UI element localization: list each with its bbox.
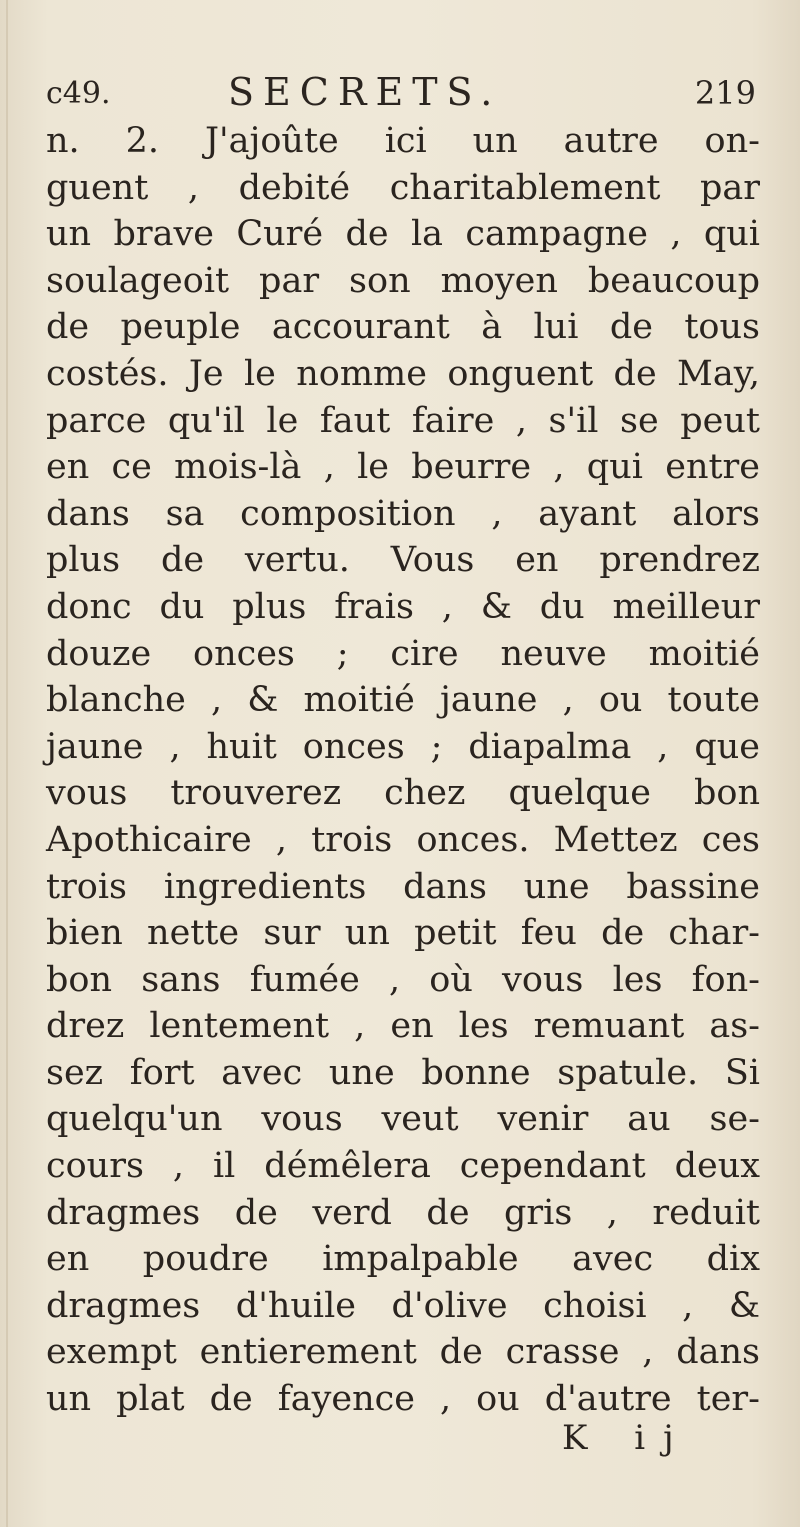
text-line: un brave Curé de la campagne , qui: [46, 214, 760, 255]
text-line: costés. Je le nomme onguent de May,: [46, 353, 760, 394]
text-line: drez lentement , en les remuant as-: [46, 1006, 760, 1047]
text-line: Apothicaire , trois onces. Mettez ces: [46, 819, 760, 860]
section-marker: c49.: [46, 76, 111, 111]
signature-mark: K ij: [562, 1418, 692, 1458]
running-title: SECRETS.: [228, 70, 502, 114]
page-body: [46, 118, 760, 1423]
text-line: sez fort avec une bonne spatule. Si: [46, 1052, 760, 1093]
text-line: quelqu'un vous veut venir au se-: [46, 1099, 760, 1140]
text-line: de peuple accourant à lui de tous: [46, 307, 760, 348]
text-line: plus de vertu. Vous en prendrez: [46, 540, 760, 581]
text-line: jaune , huit onces ; diapalma , que: [46, 726, 760, 767]
text-line: bien nette sur un petit feu de char-: [46, 913, 760, 954]
text-line: n. 2. J'ajoûte ici un autre on-: [46, 121, 760, 161]
text-line: trois ingredients dans une bassine: [46, 866, 760, 907]
page-number: 219: [694, 74, 756, 112]
text-line: guent , debité charitablement par: [46, 167, 760, 208]
text-line: un plat de fayence , ou d'autre ter-: [46, 1379, 760, 1420]
text-line: cours , il démêlera cependant deux: [46, 1146, 760, 1187]
text-line: donc du plus frais , & du meilleur: [46, 586, 760, 627]
text-line: soulageoit par son moyen beaucoup: [46, 260, 760, 301]
page-gutter-edge: [6, 0, 8, 1527]
text-line: bon sans fumée , où vous les fon-: [46, 959, 760, 1000]
text-line: parce qu'il le faut faire , s'il se peut: [46, 400, 760, 441]
text-line: dragmes de verd de gris , reduit: [46, 1192, 760, 1233]
running-header: [46, 70, 756, 120]
text-line: en poudre impalpable avec dix: [46, 1239, 760, 1280]
text-line: vous trouverez chez quelque bon: [46, 773, 760, 814]
text-line: en ce mois-là , le beurre , qui entre: [46, 447, 760, 488]
text-line: douze onces ; cire neuve moitié: [46, 633, 760, 674]
text-line: dans sa composition , ayant alors: [46, 493, 760, 534]
text-line: blanche , & moitié jaune , ou toute: [46, 680, 760, 721]
text-line: dragmes d'huile d'olive choisi , &: [46, 1285, 760, 1326]
text-line: exempt entierement de crasse , dans: [46, 1332, 760, 1373]
